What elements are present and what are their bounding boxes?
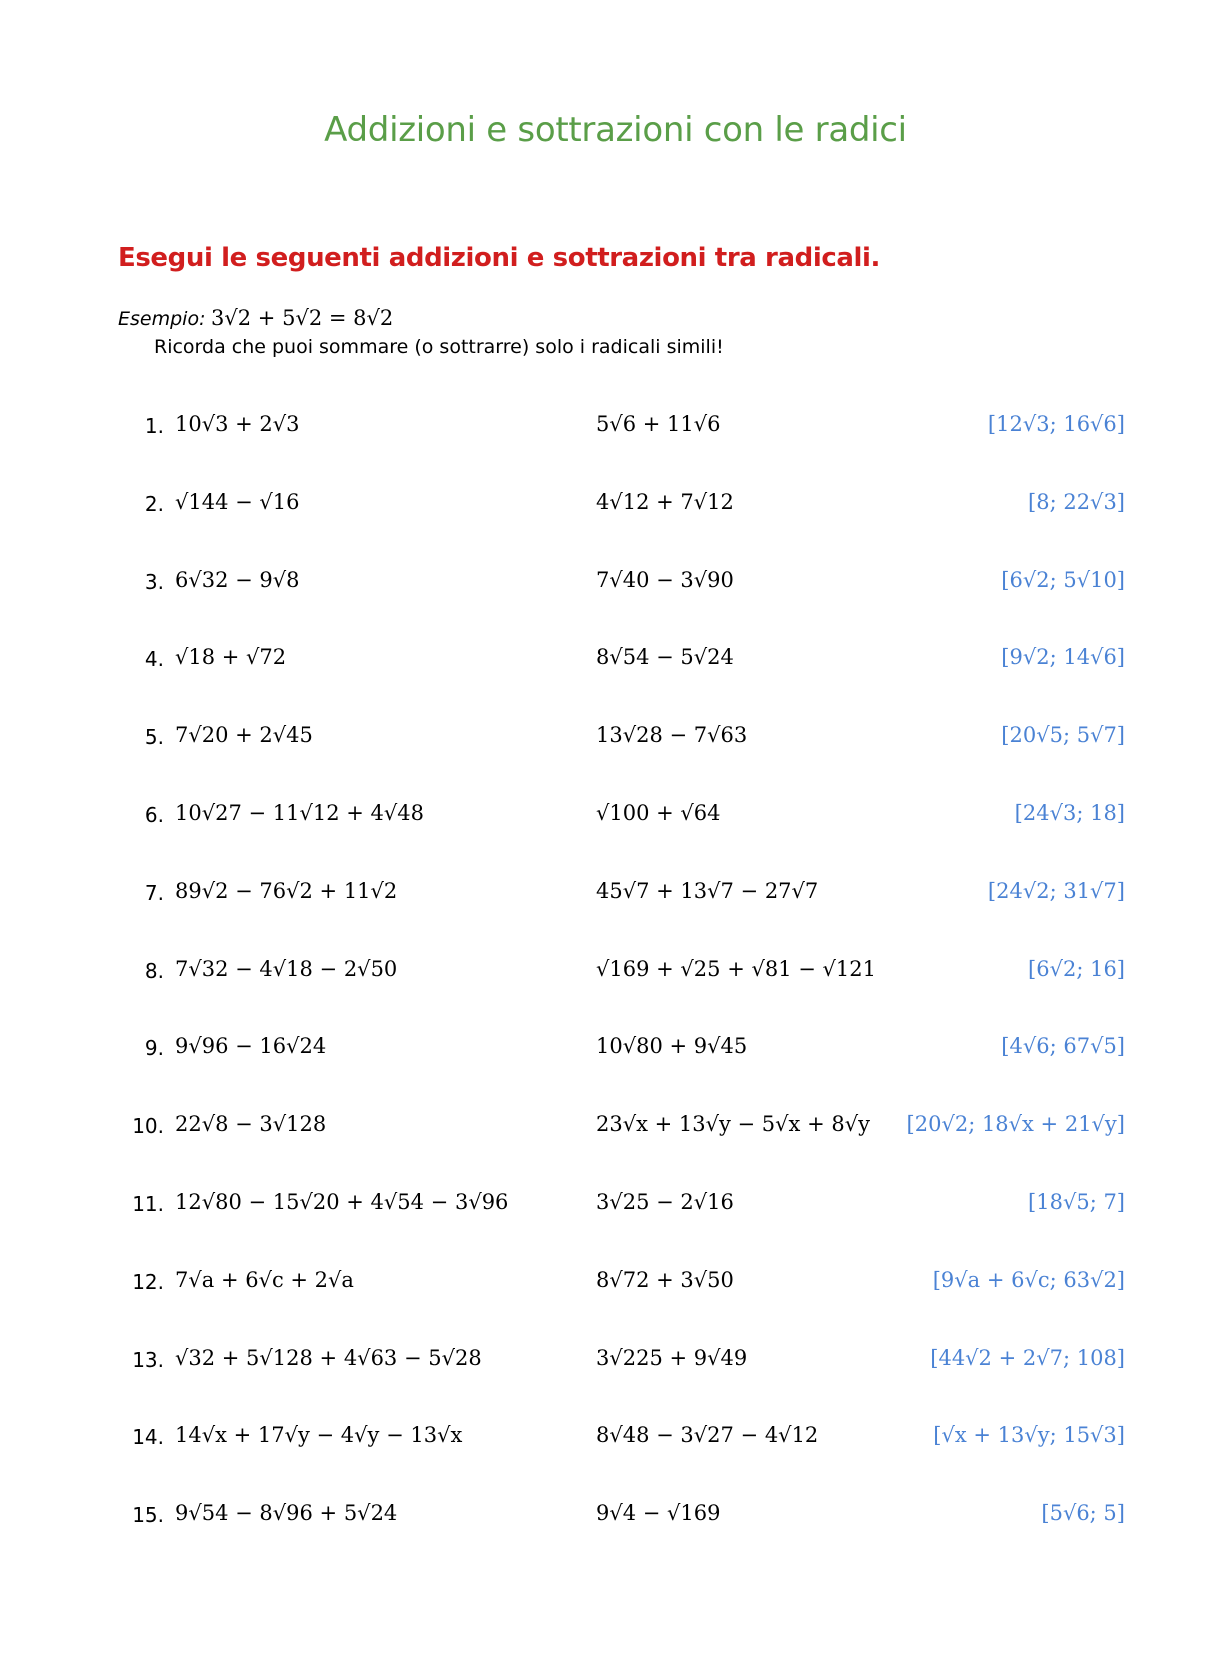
exercise-expression-b: 8√48 − 3√27 − 4√12 (596, 1423, 819, 1448)
exercise-row (0, 717, 1231, 757)
exercise-answer: [20√2; 18√x + 21√y] (906, 1112, 1125, 1137)
exercise-expression-b: 4√12 + 7√12 (596, 489, 734, 514)
exercise-expression-a: 6√32 − 9√8 (175, 567, 300, 592)
exercise-expression-b: 9√4 − √169 (596, 1501, 721, 1526)
exercise-answer: [24√2; 31√7] (987, 878, 1125, 903)
exercise-expression-b: 45√7 + 13√7 − 27√7 (596, 878, 819, 903)
exercise-expression-b: √169 + √25 + √81 − √121 (596, 956, 876, 981)
exercise-expression-b: 3√225 + 9√49 (596, 1345, 748, 1370)
exercise-expression-a: √18 + √72 (175, 645, 287, 670)
exercise-number: 1. (144, 414, 164, 438)
exercise-row (0, 1262, 1231, 1302)
exercise-row (0, 484, 1231, 524)
exercise-expression-b: 8√72 + 3√50 (596, 1267, 734, 1292)
exercise-expression-a: 7√20 + 2√45 (175, 723, 313, 748)
exercise-expression-b: 13√28 − 7√63 (596, 723, 748, 748)
exercise-answer: [6√2; 5√10] (1001, 567, 1125, 592)
example-note: Ricorda che puoi sommare (o sottrarre) solo i radicali simili! (154, 336, 724, 358)
exercise-number: 7. (144, 880, 164, 905)
exercise-answer: [5√6; 5] (1041, 1501, 1125, 1526)
exercise-number: 8. (144, 958, 164, 983)
example-label: Esempio: (118, 308, 206, 330)
exercise-answer: [√x + 13√y; 15√3] (933, 1423, 1125, 1448)
exercise-row (0, 1028, 1231, 1068)
exercise-row (0, 1184, 1231, 1224)
exercise-number: 12. (132, 1269, 164, 1294)
exercise-row (0, 1495, 1231, 1535)
exercise-expression-b: 8√54 − 5√24 (596, 645, 734, 670)
exercise-number: 2. (144, 491, 164, 516)
exercise-expression-b: √100 + √64 (596, 801, 721, 825)
exercise-expression-b: 5√6 + 11√6 (596, 412, 721, 436)
exercise-expression-a: 7√32 − 4√18 − 2√50 (175, 956, 398, 981)
exercise-number: 11. (132, 1192, 164, 1216)
exercise-expression-b: 7√40 − 3√90 (596, 567, 734, 592)
exercise-row (0, 951, 1231, 991)
exercise-row (0, 562, 1231, 602)
exercise-expression-a: 9√96 − 16√24 (175, 1034, 327, 1059)
exercise-instruction: Esegui le seguenti addizioni e sottrazioni tra radicali. (118, 243, 881, 273)
exercise-expression-a: 10√3 + 2√3 (175, 412, 300, 436)
exercise-number: 3. (144, 569, 164, 594)
example-expression: 3√2 + 5√2 = 8√2 (211, 306, 394, 330)
exercise-expression-a: 9√54 − 8√96 + 5√24 (175, 1501, 398, 1526)
exercise-row (0, 1340, 1231, 1380)
exercise-expression-b: 10√80 + 9√45 (596, 1034, 748, 1059)
exercise-number: 5. (144, 725, 164, 750)
exercise-answer: [8; 22√3] (1028, 489, 1125, 514)
exercise-answer: [6√2; 16] (1028, 956, 1125, 981)
example-line (118, 306, 393, 331)
exercise-answer: [9√2; 14√6] (1001, 645, 1125, 670)
exercise-row (0, 795, 1231, 835)
exercise-expression-a: 89√2 − 76√2 + 11√2 (175, 878, 398, 903)
exercise-number: 15. (132, 1503, 164, 1528)
exercise-expression-a: √32 + 5√128 + 4√63 − 5√28 (175, 1345, 482, 1370)
page-title: Addizioni e sottrazioni con le radici (324, 110, 907, 150)
exercise-number: 6. (144, 803, 164, 827)
exercise-expression-a: √144 − √16 (175, 489, 300, 514)
exercise-row (0, 1417, 1231, 1457)
exercise-row (0, 873, 1231, 913)
exercise-number: 9. (144, 1036, 164, 1061)
exercise-answer: [9√a + 6√c; 63√2] (932, 1267, 1125, 1292)
exercise-expression-a: 7√a + 6√c + 2√a (175, 1267, 354, 1292)
exercise-answer: [12√3; 16√6] (987, 412, 1125, 436)
exercise-answer: [24√3; 18] (1014, 801, 1125, 825)
exercise-expression-a: 12√80 − 15√20 + 4√54 − 3√96 (175, 1190, 509, 1214)
exercise-row (0, 406, 1231, 446)
exercise-row (0, 639, 1231, 679)
exercise-expression-b: 23√x + 13√y − 5√x + 8√y (596, 1112, 870, 1137)
exercise-answer: [18√5; 7] (1028, 1190, 1125, 1214)
exercise-expression-a: 10√27 − 11√12 + 4√48 (175, 801, 425, 825)
exercise-number: 10. (132, 1114, 164, 1139)
exercise-row (0, 1106, 1231, 1146)
exercise-answer: [20√5; 5√7] (1001, 723, 1125, 748)
exercise-number: 4. (144, 647, 164, 672)
exercise-number: 13. (132, 1347, 164, 1372)
exercise-expression-a: 22√8 − 3√128 (175, 1112, 327, 1137)
exercise-number: 14. (132, 1425, 164, 1450)
exercise-answer: [44√2 + 2√7; 108] (930, 1345, 1125, 1370)
exercise-answer: [4√6; 67√5] (1001, 1034, 1125, 1059)
exercise-expression-b: 3√25 − 2√16 (596, 1190, 734, 1214)
exercise-expression-a: 14√x + 17√y − 4√y − 13√x (175, 1423, 463, 1448)
